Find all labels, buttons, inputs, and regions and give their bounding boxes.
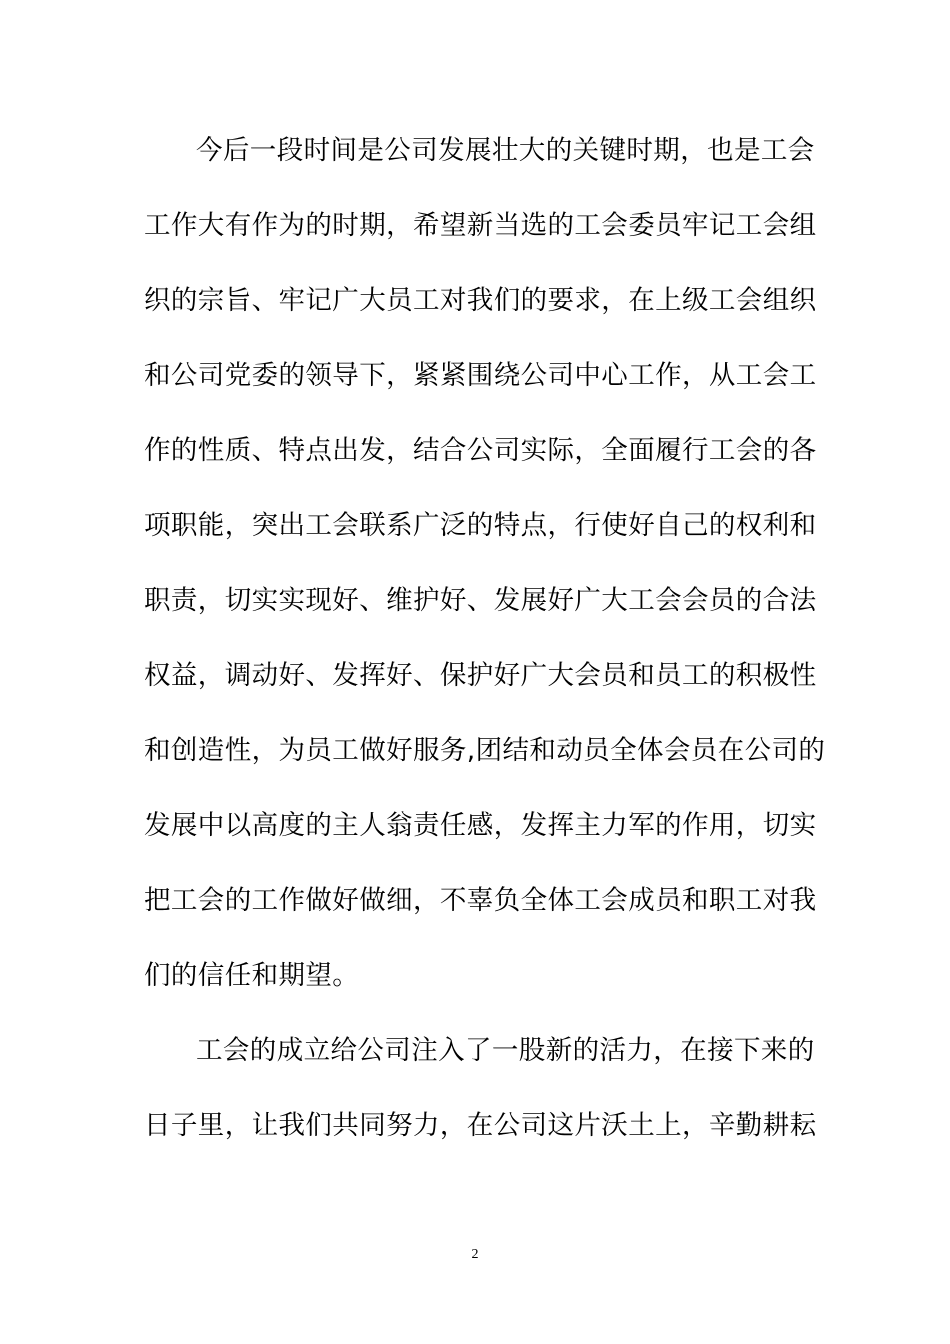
paragraph-line: 把工会的工作做好做细，不辜负全体工会成员和职工对我 — [144, 885, 817, 916]
paragraph-line: 们的信任和期望。 — [144, 960, 360, 991]
paragraph-line: 日子里，让我们共同努力，在公司这片沃土上，辛勤耕耘 — [144, 1110, 817, 1141]
paragraph-line: 和创造性，为员工做好服务,团结和动员全体会员在公司的 — [144, 735, 826, 766]
paragraph-line: 项职能，突出工会联系广泛的特点，行使好自己的权利和 — [144, 510, 817, 541]
paragraph-line: 权益，调动好、发挥好、保护好广大会员和员工的积极性 — [144, 660, 817, 691]
paragraph-2 — [144, 1013, 817, 1163]
paragraph-line: 工会的成立给公司注入了一股新的活力，在接下来的 — [196, 1035, 815, 1066]
paragraph-line: 今后一段时间是公司发展壮大的关键时期，也是工会 — [196, 135, 815, 166]
paragraph-line: 职责，切实实现好、维护好、发展好广大工会会员的合法 — [144, 585, 817, 616]
paragraph-line: 织的宗旨、牢记广大员工对我们的要求，在上级工会组织 — [144, 285, 817, 316]
paragraph-line: 发展中以高度的主人翁责任感，发挥主力军的作用，切实 — [144, 810, 817, 841]
body-text — [144, 113, 826, 1163]
paragraph-1 — [144, 113, 826, 1013]
page-number: 2 — [471, 1247, 479, 1262]
paragraph-line: 作的性质、特点出发，结合公司实际，全面履行工会的各 — [144, 435, 817, 466]
paragraph-line: 工作大有作为的时期，希望新当选的工会委员牢记工会组 — [144, 210, 817, 241]
paragraph-line: 和公司党委的领导下，紧紧围绕公司中心工作，从工会工 — [144, 360, 817, 391]
